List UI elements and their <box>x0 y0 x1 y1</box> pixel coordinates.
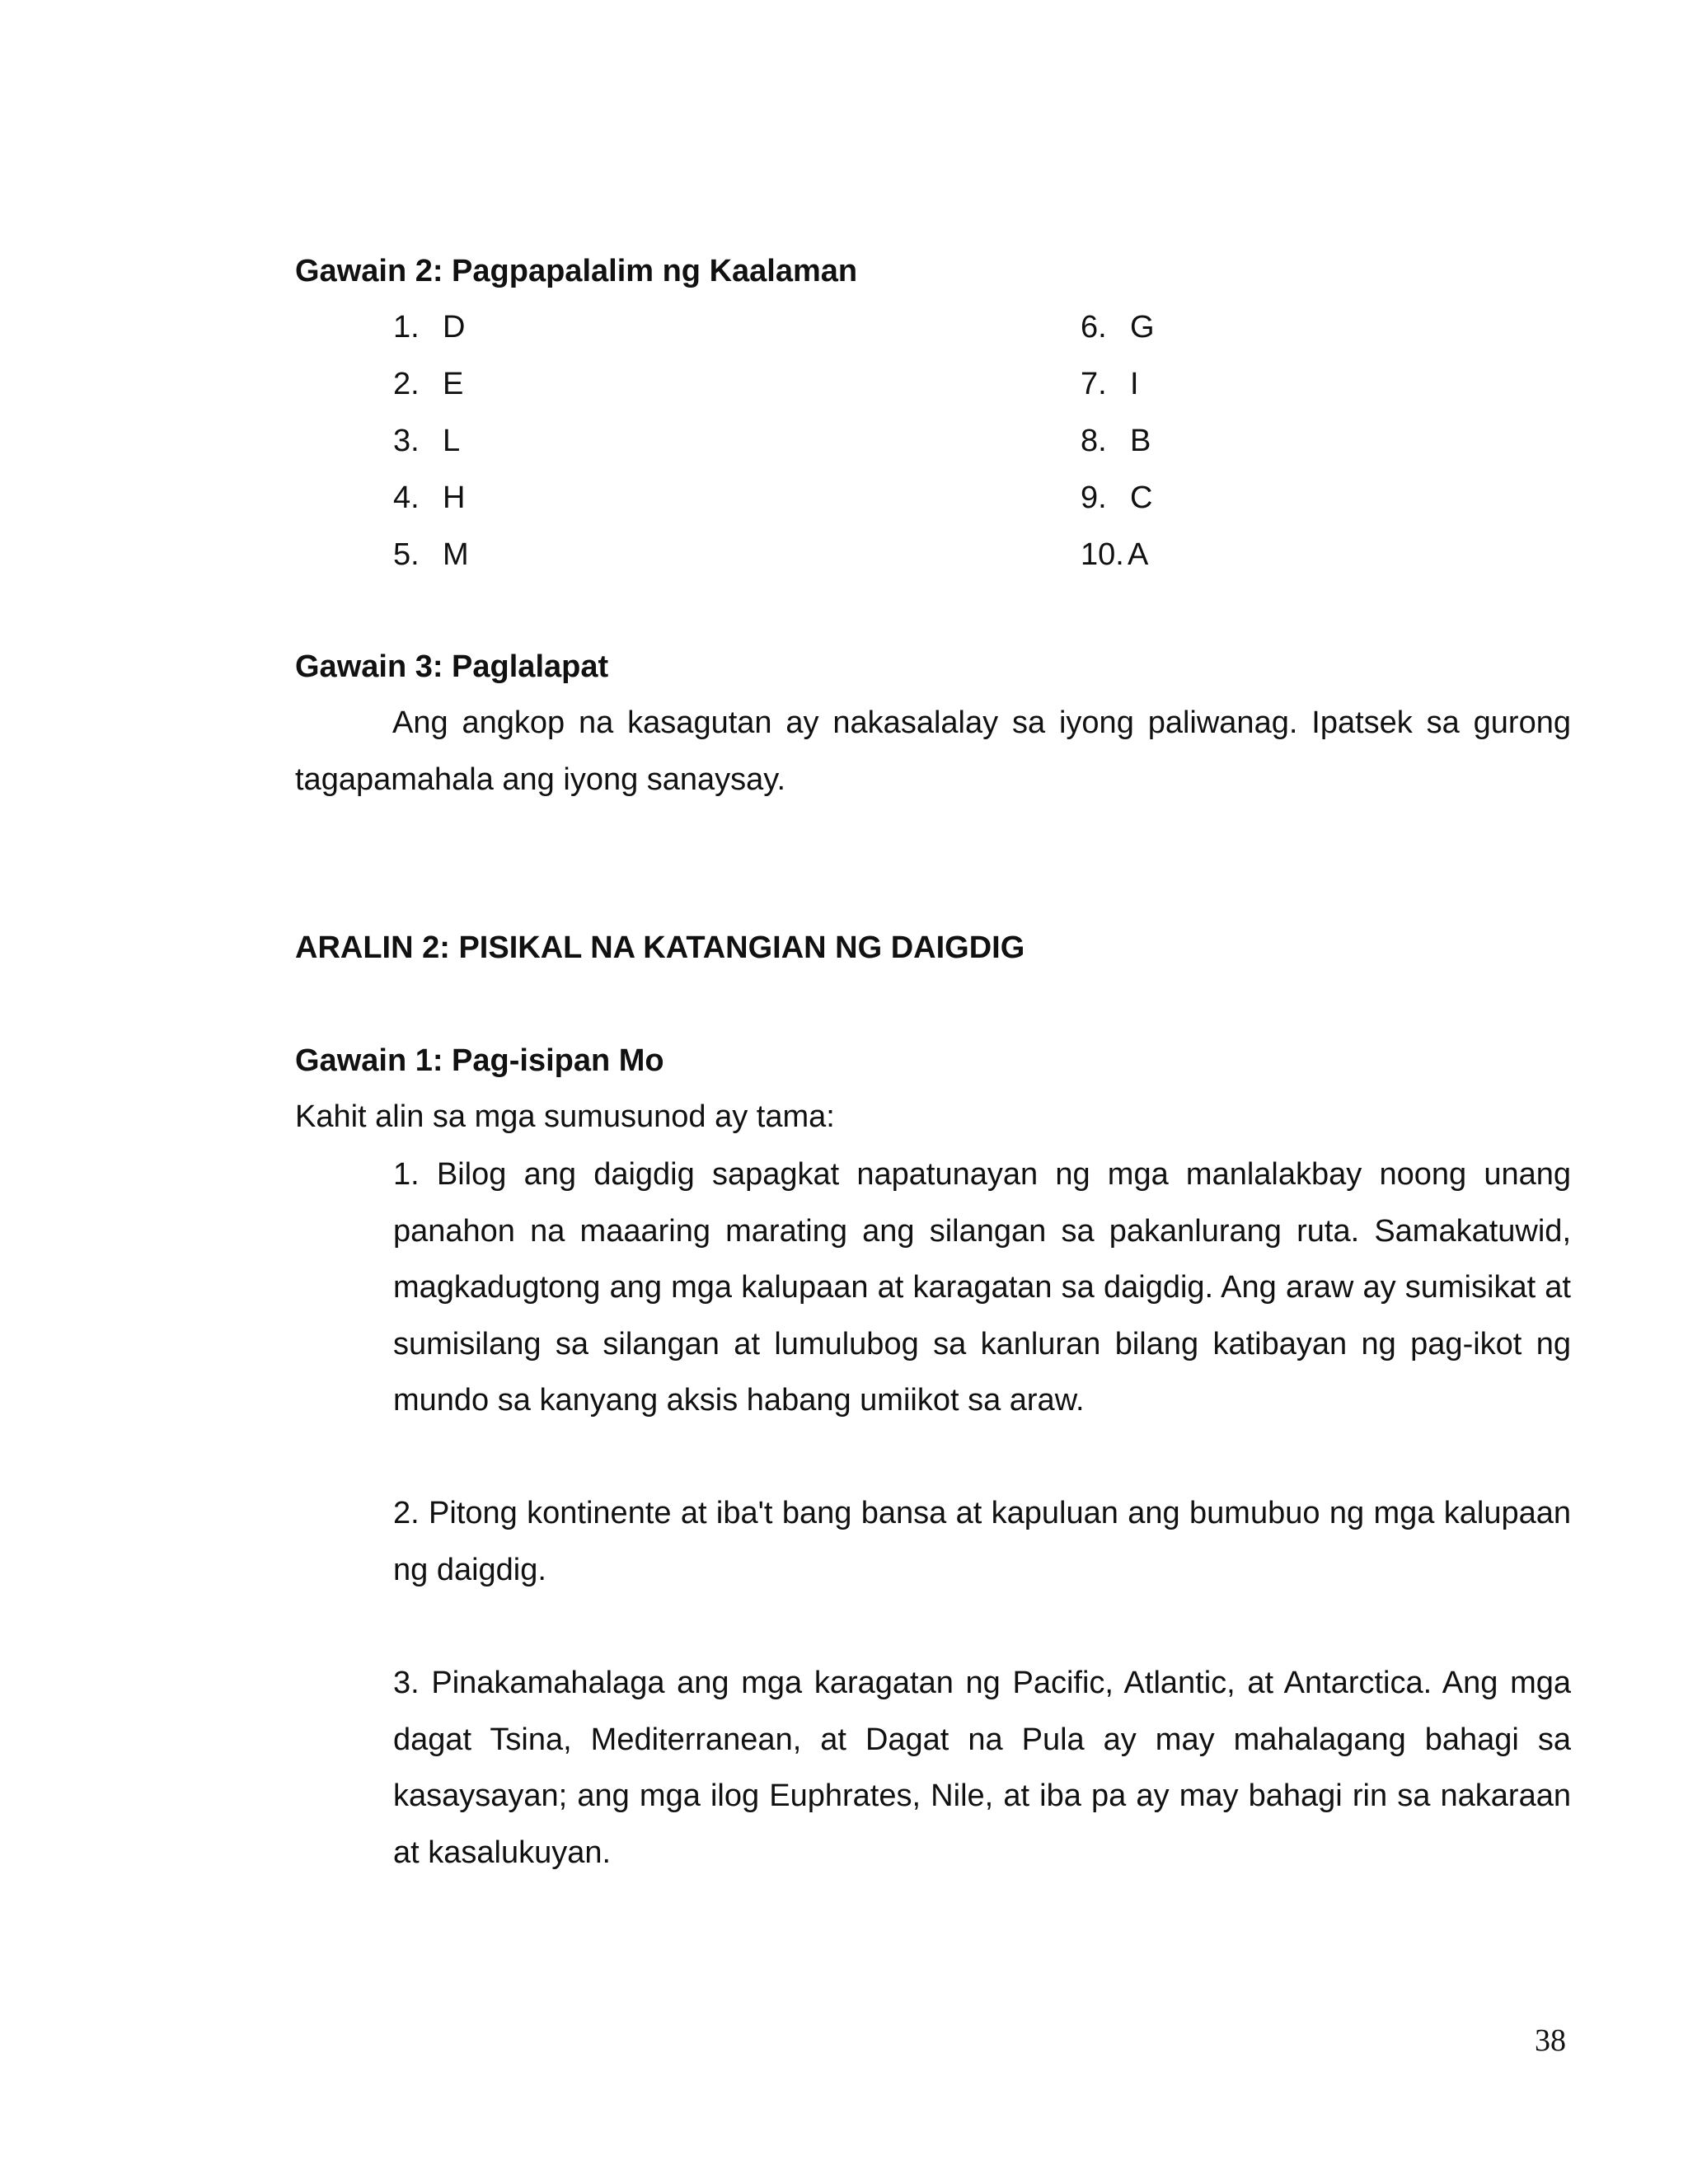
answer-number: 1. <box>393 310 420 344</box>
gawain1-item-2: 2. Pitong kontinente at iba't bang bansa at kapuluan ang bumubuo ng mga kalupaan ng daigdig. <box>393 1496 1571 1587</box>
gawain1-heading: Gawain 1: Pag-isipan Mo <box>295 1043 664 1078</box>
gawain3-heading: Gawain 3: Paglalapat <box>295 649 609 684</box>
answer-number: 9. <box>1081 480 1107 515</box>
answer-item <box>393 413 640 470</box>
gawain1-item-3: 3. Pinakamahalaga ang mga karagatan ng Pacific, Atlantic, at Antarctica. Ang mga dagat Tsina, Mediterranean, at Dagat na Pula ay may mahalagang bahagi sa kasaysayan; ang mga ilog Euphrates, Nile, at iba pa ay may bahagi rin sa nakaraan at kasalukuyan. <box>393 1666 1571 1870</box>
answer-number: 2. <box>393 367 420 401</box>
answer-letter: A <box>1128 537 1149 572</box>
answer-letter: C <box>1130 480 1153 515</box>
answer-number: 4. <box>393 480 420 515</box>
gawain2-heading: Gawain 2: Pagpapalalim ng Kaalaman <box>295 254 858 288</box>
answer-item <box>393 470 640 527</box>
answer-item <box>1081 413 1328 470</box>
answer-letter: D <box>443 310 466 344</box>
answer-letter: I <box>1130 367 1139 401</box>
answer-item <box>393 527 640 583</box>
gawain3-body: Ang angkop na kasagutan ay nakasalalay sa iyong paliwanag. Ipatsek sa gurong tagapamahala ang iyong sanaysay. <box>295 705 1571 797</box>
answer-letter: E <box>443 367 464 401</box>
gawain1-item-1: 1. Bilog ang daigdig sapagkat napatunayan ng mga manlalakbay noong unang panahon na maaaring marating ang silangan sa pakanlurang ruta. Samakatuwid, magkadugtong ang mga kalupaan at karagatan sa daigdig. Ang araw ay sumisikat at sumisilang sa silangan at lumulubog sa kanluran bilang katibayan ng pag-ikot ng mundo sa kanyang aksis habang umiikot sa araw. <box>393 1157 1571 1418</box>
page-number: 38 <box>1535 2023 1566 2058</box>
answer-item <box>1081 356 1328 413</box>
answer-letter: B <box>1130 424 1151 458</box>
answer-number: 8. <box>1081 424 1107 458</box>
answer-letter: H <box>443 480 466 515</box>
answer-number: 6. <box>1081 310 1107 344</box>
answer-list-left <box>393 299 640 583</box>
answer-letter: L <box>443 424 461 458</box>
answer-number: 7. <box>1081 367 1107 401</box>
gawain1-intro: Kahit alin sa mga sumusunod ay tama: <box>295 1099 835 1134</box>
answer-list-right <box>1081 299 1328 583</box>
answer-number: 5. <box>393 537 420 572</box>
answer-item <box>1081 470 1328 527</box>
answer-item <box>1081 527 1328 583</box>
answer-item <box>393 299 640 356</box>
aralin2-heading: ARALIN 2: PISIKAL NA KATANGIAN NG DAIGDIG <box>295 930 1025 965</box>
answer-number: 10. <box>1081 537 1124 572</box>
answer-number: 3. <box>393 424 420 458</box>
answer-letter: G <box>1130 310 1155 344</box>
answer-letter: M <box>443 537 469 572</box>
answer-item <box>393 356 640 413</box>
answer-item <box>1081 299 1328 356</box>
